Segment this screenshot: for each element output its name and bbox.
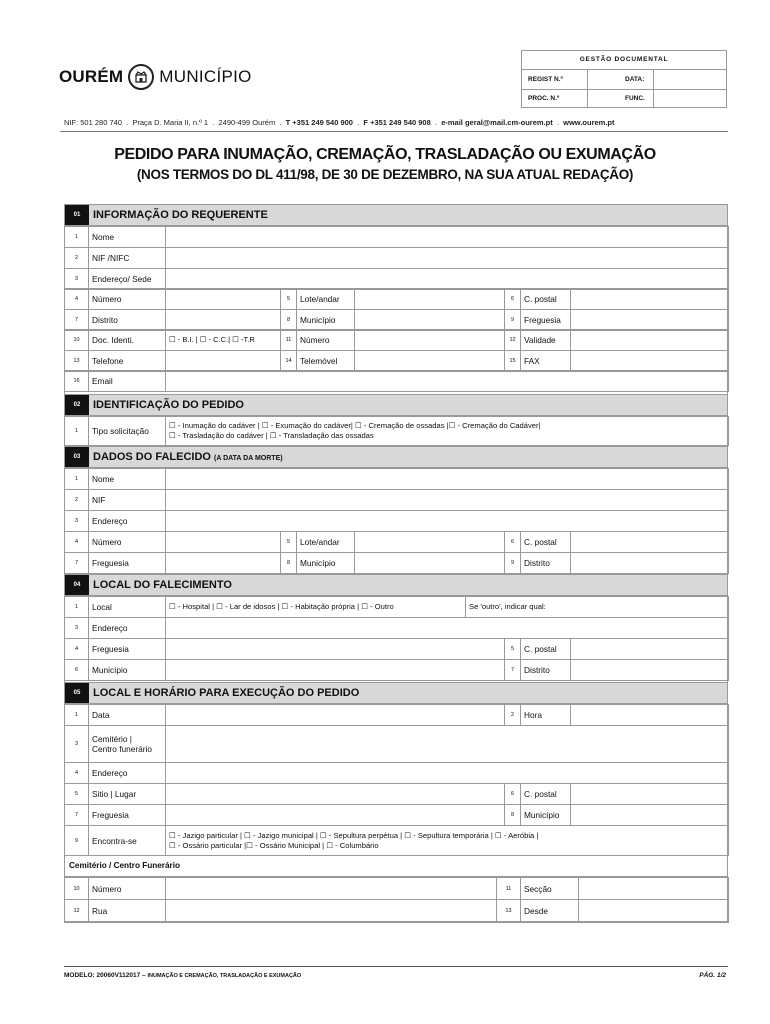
model-description: INUMAÇÃO E CREMAÇÃO, TRASLADAÇÃO E EXUMAÇÃO — [147, 973, 302, 979]
row-number: 5 — [64, 783, 89, 805]
tel-text: T +351 249 540 900 — [285, 118, 353, 127]
row-number: 6 — [504, 531, 521, 553]
s3-lote-field[interactable] — [354, 531, 505, 553]
row-number: 1 — [64, 596, 89, 618]
s4-local-options[interactable]: ☐ - Hospital | ☐ - Lar de idosos | ☐ - Habitação própria | ☐ - Outro — [165, 596, 466, 618]
row-number: 4 — [64, 531, 89, 553]
s5-desde-field[interactable] — [578, 899, 729, 923]
data-label: DATA: — [625, 76, 645, 83]
email-text: e-mail geral@mail.cm-ourem.pt — [441, 118, 553, 127]
s1-telefone-field[interactable] — [165, 350, 281, 372]
s2-tipo-label: Tipo solicitação — [88, 416, 166, 446]
section-title-text: IDENTIFICAÇÃO DO PEDIDO — [93, 399, 244, 411]
cemiterio-subheader: Cemitério / Centro Funerário — [64, 855, 728, 877]
s1-cpostal-label: C. postal — [520, 288, 571, 310]
coat-of-arms-icon — [128, 64, 154, 90]
section-title — [93, 395, 244, 415]
s1-distrito-field[interactable] — [165, 309, 281, 331]
s5-rua-label: Rua — [88, 899, 166, 923]
s4-endereco-label: Endereço — [88, 617, 166, 639]
s1-freguesia-label: Freguesia — [520, 309, 571, 331]
header-divider — [60, 131, 728, 132]
s1-cpostal-field[interactable] — [570, 288, 729, 310]
s1-doc-field[interactable]: ☐ - B.I. | ☐ - C.C.| ☐ -T.R — [165, 329, 281, 351]
page-title: PEDIDO PARA INUMAÇÃO, CREMAÇÃO, TRASLADAÇÃO OU EXUMAÇÃO — [114, 146, 656, 163]
s5-cemiterio-line1: Cemitério | — [92, 734, 132, 744]
s5-rua-field[interactable] — [165, 899, 497, 923]
s2-options-line1[interactable]: ☐ - Inumação do cadáver | ☐ - Exumação do cadáver| ☐ - Cremação de ossadas |☐ - Cremação do Cadáver| — [169, 421, 541, 430]
s1-nome-label: Nome — [88, 226, 166, 248]
nif-text: NIF: 501 280 740 — [64, 118, 122, 127]
row-number: 1 — [64, 704, 89, 726]
s5-sitio-field[interactable] — [165, 783, 505, 805]
s4-distrito-label: Distrito — [520, 659, 571, 681]
row-number: 6 — [504, 783, 521, 805]
row-number: 1 — [64, 226, 89, 248]
section-01-header — [64, 204, 728, 226]
section-number: 05 — [65, 683, 89, 703]
municipality-logo — [59, 62, 252, 92]
s1-nif-field[interactable] — [165, 247, 729, 269]
s4-outro-field[interactable]: Se 'outro', indicar qual: — [465, 596, 729, 618]
row-number: 11 — [280, 329, 297, 351]
s5-freguesia-field[interactable] — [165, 804, 505, 826]
row-number: 13 — [496, 899, 521, 923]
func-label: FUNC. — [625, 95, 645, 102]
s3-lote-label: Lote/andar — [296, 531, 355, 553]
section-title-text: DADOS DO FALECIDO — [93, 451, 211, 463]
s1-numero2-field[interactable] — [354, 329, 505, 351]
row-number: 6 — [64, 659, 89, 681]
footer-divider — [64, 966, 728, 967]
row-number: 12 — [504, 329, 521, 351]
row-number: 5 — [280, 288, 297, 310]
s5-hora-label: Hora — [520, 704, 571, 726]
section-number: 01 — [65, 205, 89, 225]
section-title-text: LOCAL DO FALECIMENTO — [93, 579, 232, 591]
s5-cemiterio-line2: Centro funerário — [92, 744, 152, 754]
s5-endereco-label: Endereço — [88, 762, 166, 784]
row-number: 9 — [64, 825, 89, 856]
s5-seccao-field[interactable] — [578, 877, 729, 900]
section-03-header — [64, 446, 728, 468]
s4-distrito-field[interactable] — [570, 659, 729, 681]
s5-freguesia-label: Freguesia — [88, 804, 166, 826]
row-number: 7 — [64, 309, 89, 331]
s3-cpostal-field[interactable] — [570, 531, 729, 553]
s5-numero-field[interactable] — [165, 877, 497, 900]
address-text: Praça D. Maria II, n.º 1 — [132, 118, 209, 127]
section-title-note: (A DATA DA MORTE) — [214, 455, 283, 462]
s1-nome-field[interactable] — [165, 226, 729, 248]
s3-municipio-field[interactable] — [354, 552, 505, 574]
section-05-header — [64, 682, 728, 704]
s1-telefone-label: Telefone — [88, 350, 166, 372]
row-number: 7 — [64, 804, 89, 826]
s1-validade-field[interactable] — [570, 329, 729, 351]
s1-fax-field[interactable] — [570, 350, 729, 372]
model-code: MODELO: 20060V112017 – — [64, 972, 146, 979]
section-title — [93, 575, 232, 595]
s4-endereco-field[interactable] — [165, 617, 729, 639]
fax-text: F +351 249 540 908 — [363, 118, 431, 127]
row-number: 10 — [64, 877, 89, 900]
s5-hora-field[interactable] — [570, 704, 729, 726]
s1-telemovel-label: Telemóvel — [296, 350, 355, 372]
s1-endereco-label: Endereço/ Sede — [88, 268, 166, 290]
s5-cemiterio-label — [88, 725, 166, 763]
s1-telemovel-field[interactable] — [354, 350, 505, 372]
s1-distrito-label: Distrito — [88, 309, 166, 331]
row-number: 1 — [64, 416, 89, 446]
s5-encontra-options[interactable] — [165, 825, 729, 856]
s1-validade-label: Validade — [520, 329, 571, 351]
s1-nif-label: NIF /NIFC — [88, 247, 166, 269]
gestao-title: GESTÃO DOCUMENTAL — [522, 51, 726, 70]
s1-lote-field[interactable] — [354, 288, 505, 310]
s1-numero-field[interactable] — [165, 288, 281, 310]
s5-encontra-line1[interactable]: ☐ - Jazigo particular | ☐ - Jazigo municipal | ☐ - Sepultura perpétua | ☐ - Sepultura temporária | ☐ - Aeróbia | — [169, 830, 539, 840]
row-number: 2 — [504, 704, 521, 726]
s5-endereco-field[interactable] — [165, 762, 729, 784]
s5-sitio-label: Sitio | Lugar — [88, 783, 166, 805]
section-title: INFORMAÇÃO DO REQUERENTE — [93, 209, 268, 221]
row-number: 4 — [64, 288, 89, 310]
s3-endereco-label: Endereço — [88, 510, 166, 532]
s3-endereco-field[interactable] — [165, 510, 729, 532]
s4-cpostal-label: C. postal — [520, 638, 571, 660]
s3-distrito-label: Distrito — [520, 552, 571, 574]
section-title-text: LOCAL E HORÁRIO PARA EXECUÇÃO DO PEDIDO — [93, 687, 360, 699]
s1-numero2-label: Número — [296, 329, 355, 351]
section-number: 02 — [65, 395, 89, 415]
section-04-header — [64, 574, 728, 596]
row-number: 7 — [504, 659, 521, 681]
section-number: 04 — [65, 575, 89, 595]
s1-email-field[interactable] — [165, 370, 729, 392]
s1-municipio-label: Município — [296, 309, 355, 331]
row-number: 3 — [64, 510, 89, 532]
s3-distrito-field[interactable] — [570, 552, 729, 574]
brand-bold: OURÉM — [59, 67, 124, 86]
row-number: 8 — [280, 309, 297, 331]
row-number: 4 — [64, 638, 89, 660]
contact-line: NIF: 501 280 740 . Praça D. Maria II, n.º 1 . 2490-499 Ourém . T +351 249 540 900 . F +351 249 540 908 . e-mail geral@mail.cm-ourem.pt . www.ourem.pt — [64, 118, 615, 127]
page-number: PÁG. 1/2 — [699, 972, 726, 979]
website-text: www.ourem.pt — [563, 118, 615, 127]
row-number: 2 — [64, 247, 89, 269]
s5-encontra-line2[interactable]: ☐ - Ossário particular |☐ - Ossário Municipal | ☐ - Columbário — [169, 840, 379, 850]
regist-label: REGIST N.º — [528, 76, 563, 83]
row-number: 8 — [504, 804, 521, 826]
row-number: 12 — [64, 899, 89, 923]
row-number: 1 — [64, 468, 89, 490]
postal-text: 2490-499 Ourém — [218, 118, 276, 127]
s4-freguesia-field[interactable] — [165, 638, 505, 660]
s3-municipio-label: Município — [296, 552, 355, 574]
s1-endereco-field[interactable] — [165, 268, 729, 290]
section-number: 03 — [65, 447, 89, 467]
s2-options-line2[interactable]: ☐ - Trasladação do cadáver | ☐ - Transladação das ossadas — [169, 431, 374, 440]
s5-cpostal-label: C. postal — [520, 783, 571, 805]
row-number: 3 — [64, 725, 89, 763]
s5-cpostal-field[interactable] — [570, 783, 729, 805]
s1-freguesia-field[interactable] — [570, 309, 729, 331]
s1-lote-label: Lote/andar — [296, 288, 355, 310]
s4-municipio-label: Município — [88, 659, 166, 681]
row-number: 15 — [504, 350, 521, 372]
s3-freguesia-field[interactable] — [165, 552, 281, 574]
s1-numero-label: Número — [88, 288, 166, 310]
s4-municipio-field[interactable] — [165, 659, 505, 681]
s1-fax-label: FAX — [520, 350, 571, 372]
gestao-documental-box — [521, 50, 727, 108]
s5-seccao-label: Secção — [520, 877, 579, 900]
row-number: 4 — [64, 762, 89, 784]
row-number: 5 — [280, 531, 297, 553]
row-number: 5 — [504, 638, 521, 660]
row-number: 9 — [504, 552, 521, 574]
row-number: 10 — [64, 329, 89, 351]
s3-numero-label: Número — [88, 531, 166, 553]
row-number: 11 — [496, 877, 521, 900]
s5-data-label: Data — [88, 704, 166, 726]
brand-regular: MUNICÍPIO — [159, 67, 252, 86]
section-title — [93, 447, 283, 469]
page-subtitle: (NOS TERMOS DO DL 411/98, DE 30 DE DEZEMBRO, NA SUA ATUAL REDAÇÃO) — [136, 167, 634, 182]
s4-freguesia-label: Freguesia — [88, 638, 166, 660]
s5-data-field[interactable] — [165, 704, 505, 726]
s3-nome-field[interactable] — [165, 468, 729, 490]
row-number: 2 — [64, 489, 89, 511]
s4-local-label: Local — [88, 596, 166, 618]
row-number: 8 — [280, 552, 297, 574]
s1-doc-label: Doc. Identi. — [88, 329, 166, 351]
s5-municipio-field[interactable] — [570, 804, 729, 826]
s1-municipio-field[interactable] — [354, 309, 505, 331]
row-number: 14 — [280, 350, 297, 372]
s3-cpostal-label: C. postal — [520, 531, 571, 553]
s5-desde-label: Desde — [520, 899, 579, 923]
s5-encontra-label: Encontra-se — [88, 825, 166, 856]
proc-label: PROC. N.º — [528, 95, 560, 102]
row-number: 3 — [64, 617, 89, 639]
s3-nif-label: NIF — [88, 489, 166, 511]
s5-municipio-label: Município — [520, 804, 571, 826]
row-number: 6 — [504, 288, 521, 310]
section-02-header — [64, 394, 728, 416]
row-number: 3 — [64, 268, 89, 290]
s3-freguesia-label: Freguesia — [88, 552, 166, 574]
s2-tipo-options[interactable] — [165, 416, 729, 446]
row-number: 16 — [64, 370, 89, 392]
row-number: 7 — [64, 552, 89, 574]
section-title — [93, 683, 359, 703]
footer-model — [64, 972, 301, 979]
s3-nome-label: Nome — [88, 468, 166, 490]
row-number: 13 — [64, 350, 89, 372]
s3-numero-field[interactable] — [165, 531, 281, 553]
s5-numero-label: Número — [88, 877, 166, 900]
s1-email-label: Email — [88, 370, 166, 392]
s4-cpostal-field[interactable] — [570, 638, 729, 660]
s3-nif-field[interactable] — [165, 489, 729, 511]
row-number: 9 — [504, 309, 521, 331]
s5-cemiterio-field[interactable] — [165, 725, 729, 763]
